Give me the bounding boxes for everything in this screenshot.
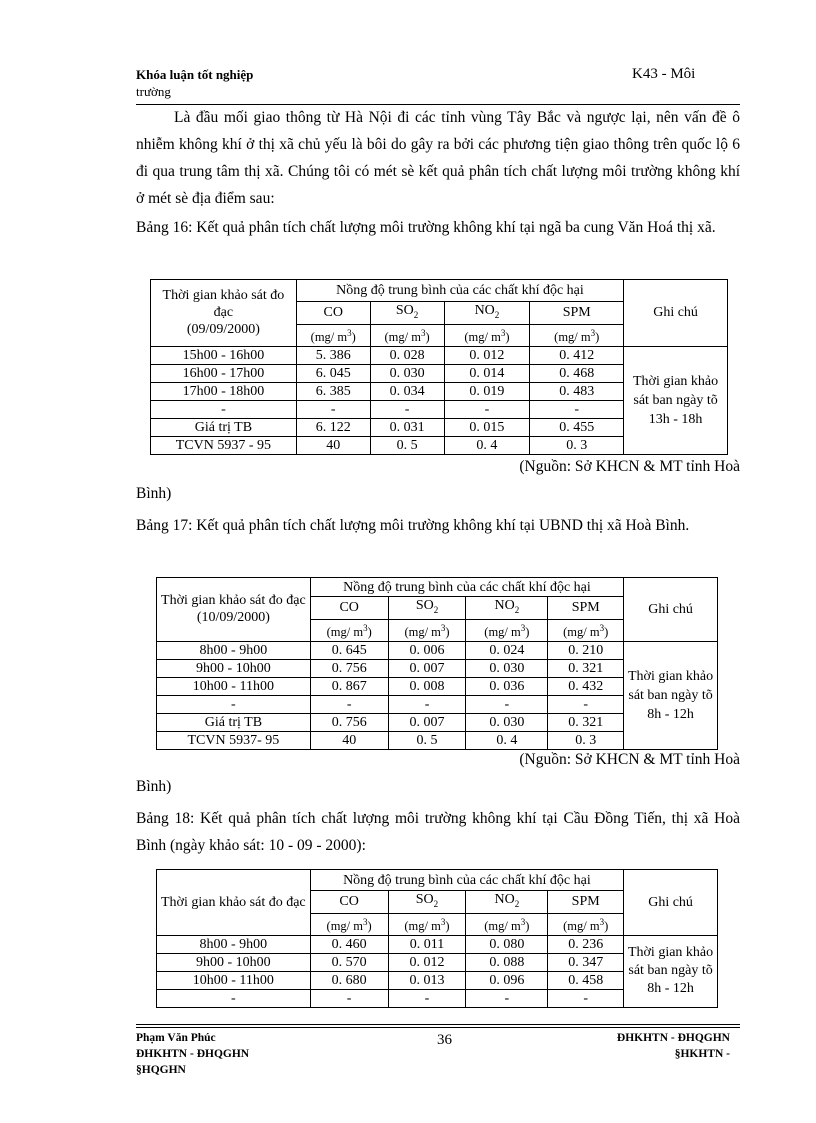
footer-right [590,1030,730,1062]
footer-rule [136,1027,740,1028]
spm-header: SPM [548,891,624,914]
note-cell: Thời gian khảo sát ban ngày tõ 8h - 12h [624,935,718,1007]
so2-cell: 0. 012 [388,953,466,971]
no2-cell: 0. 014 [444,364,530,382]
so2-cell: 0. 028 [370,346,444,364]
spm-cell: 0. 236 [548,935,624,953]
intro-paragraph: Là đầu mối giao thông từ Hà Nội đi các tỉnh vùng Tây Bắc và ngược lại, nên vấn đề ô nhiễm không khí ở thị xã chủ yếu là bôi do gây ra bởi các phương tiện giao thông trên quốc lộ 6 đi qua trung tâm thị xã. Chúng tôi có mét sè kết quả phân tích chất lượng môi trường không khí ở mét sè địa điểm sau: [136,109,740,207]
running-header-left [136,66,253,100]
table18-caption: Bảng 18: Kết quả phân tích chất lượng môi trường không khí tại Cầu Đồng Tiến, thị xã Hoà Bình (ngày khảo sát: 10 - 09 - 2000): [136,810,740,854]
co-cell: 0. 867 [310,677,388,695]
footer-rule [136,1024,740,1025]
co-cell: 0. 570 [310,953,388,971]
co-cell: - [310,989,388,1007]
footer-institution-continued: §HKHTN - [674,1048,730,1060]
no2-cell: 0. 036 [466,677,548,695]
table17 [156,577,718,750]
unit-cell: (mg/ $m^3$) [310,913,388,935]
spm-cell: - [530,400,624,418]
co-cell: 0. 756 [310,659,388,677]
time-cell: Giá trị TB [157,713,311,731]
co-header: CO [310,597,388,620]
source-text: (Nguồn: Sở KHCN & MT tỉnh Hoà [519,751,740,768]
table17-caption: Bảng 17: Kết quả phân tích chất lượng môi trường không khí tại UBND thị xã Hoà Bình. [136,517,690,534]
time-header-cell [157,578,311,642]
table17-source [136,746,740,800]
no2-cell: 0. 4 [466,731,548,749]
table-row [157,935,718,953]
time-cell: 10h00 - 11h00 [157,677,311,695]
no2-cell: 0. 030 [466,659,548,677]
no2-header: $NO_2$ [444,302,530,325]
unit-cell: (mg/ $m^3$) [548,913,624,935]
so2-cell: 0. 006 [388,641,466,659]
survey-date: (09/09/2000) [186,322,260,338]
note-cell: Thời gian khảo sát ban ngày tõ 8h - 12h [624,641,718,749]
running-header-right: K43 - Môi [632,66,696,82]
time-cell: TCVN 5937 - 95 [151,436,297,454]
no2-cell: 0. 030 [466,713,548,731]
unit-cell: (mg/ $m^3$) [296,324,370,346]
page-number: 36 [437,1032,452,1048]
time-header-cell [151,280,297,347]
spm-cell: - [548,695,624,713]
time-cell: 16h00 - 17h00 [151,364,297,382]
unit-cell: (mg/ $m^3$) [444,324,530,346]
footer-left [136,1030,249,1078]
no2-cell: - [466,695,548,713]
no2-cell: 0. 012 [444,346,530,364]
time-cell: - [157,989,311,1007]
footer-institution-continued: §HQGHN [136,1064,186,1076]
table-row [151,346,728,364]
so2-header: $SO_2$ [370,302,444,325]
time-cell: 15h00 - 16h00 [151,346,297,364]
co-cell: 40 [310,731,388,749]
co-cell: - [310,695,388,713]
unit-cell: (mg/ $m^3$) [530,324,624,346]
so2-cell: 0. 007 [388,659,466,677]
so2-cell: - [388,989,466,1007]
spm-cell: 0. 3 [530,436,624,454]
co-cell: 5. 386 [296,346,370,364]
co-cell: 0. 680 [310,971,388,989]
so2-cell: 0. 5 [370,436,444,454]
co-cell: 6. 045 [296,364,370,382]
co-cell: 0. 645 [310,641,388,659]
co-cell: - [296,400,370,418]
no2-header: $NO_2$ [466,597,548,620]
unit-cell: (mg/ $m^3$) [388,913,466,935]
co-header: CO [310,891,388,914]
note-header: Ghi chú [624,578,718,642]
time-header-cell: Thời gian khảo sát đo đạc [157,870,311,936]
time-cell: 10h00 - 11h00 [157,971,311,989]
spm-cell: 0. 468 [530,364,624,382]
no2-cell: - [444,400,530,418]
table16 [150,279,728,455]
time-cell: 9h00 - 10h00 [157,953,311,971]
so2-cell: 0. 007 [388,713,466,731]
source-text: (Nguồn: Sở KHCN & MT tỉnh Hoà [519,458,740,475]
no2-cell: 0. 019 [444,382,530,400]
so2-cell: 0. 030 [370,364,444,382]
time-cell: Giá trị TB [151,418,297,436]
header-title: Khóa luận tốt nghiệp [136,67,254,82]
unit-cell: (mg/ $m^3$) [466,913,548,935]
source-text-continued: Bình) [136,485,172,502]
spm-cell: 0. 210 [548,641,624,659]
no2-cell: 0. 080 [466,935,548,953]
header-title-continued: trường [136,84,171,99]
co-cell: 0. 460 [310,935,388,953]
footer-institution: ĐHKHTN - ĐHQGHN [136,1048,250,1060]
spm-cell: 0. 321 [548,659,624,677]
note-header: Ghi chú [624,280,728,347]
author-name: Phạm Văn Phúc [136,1032,216,1044]
spm-cell: 0. 432 [548,677,624,695]
table16-caption: Bảng 16: Kết quả phân tích chất lượng môi trường không khí tại ngã ba cung Văn Hoá thị xã. [136,219,716,236]
table18 [156,869,718,1008]
co-header: CO [296,302,370,325]
time-header: Thời gian khảo sát đo đạc [161,593,306,609]
time-cell: - [157,695,311,713]
spm-cell: 0. 483 [530,382,624,400]
time-cell: 8h00 - 9h00 [157,641,311,659]
co-cell: 40 [296,436,370,454]
so2-cell: 0. 031 [370,418,444,436]
spm-cell: 0. 321 [548,713,624,731]
unit-cell: (mg/ $m^3$) [310,619,388,641]
spm-cell: 0. 347 [548,953,624,971]
spm-header: SPM [530,302,624,325]
time-cell: 9h00 - 10h00 [157,659,311,677]
spm-cell: 0. 412 [530,346,624,364]
spm-cell: 0. 458 [548,971,624,989]
so2-cell: 0. 013 [388,971,466,989]
survey-date: (10/09/2000) [196,610,270,626]
spm-cell: 0. 3 [548,731,624,749]
group-header: Nồng độ trung bình của các chất khí độc hại [310,870,623,891]
unit-cell: (mg/ $m^3$) [370,324,444,346]
so2-cell: 0. 5 [388,731,466,749]
co-cell: 6. 385 [296,382,370,400]
so2-cell: 0. 008 [388,677,466,695]
time-header: Thời gian khảo sát đo đạc [162,288,285,321]
so2-cell: - [370,400,444,418]
footer-institution: ĐHKHTN - ĐHQGHN [616,1032,730,1044]
source-text-continued: Bình) [136,778,172,795]
co-cell: 0. 756 [310,713,388,731]
unit-cell: (mg/ $m^3$) [466,619,548,641]
no2-cell: 0. 4 [444,436,530,454]
no2-header: $NO_2$ [466,891,548,914]
so2-header: $SO_2$ [388,597,466,620]
time-cell: - [151,400,297,418]
time-cell: 17h00 - 18h00 [151,382,297,400]
note-header: Ghi chú [624,870,718,936]
no2-cell: 0. 024 [466,641,548,659]
so2-header: $SO_2$ [388,891,466,914]
so2-cell: 0. 011 [388,935,466,953]
group-header: Nồng độ trung bình của các chất khí độc hại [310,578,623,597]
group-header: Nồng độ trung bình của các chất khí độc hại [296,280,623,302]
spm-cell: 0. 455 [530,418,624,436]
time-cell: 8h00 - 9h00 [157,935,311,953]
time-cell: TCVN 5937- 95 [157,731,311,749]
note-cell: Thời gian khảo sát ban ngày tõ 13h - 18h [624,346,728,454]
no2-cell: 0. 096 [466,971,548,989]
so2-cell: - [388,695,466,713]
spm-cell: - [548,989,624,1007]
co-cell: 6. 122 [296,418,370,436]
no2-cell: 0. 088 [466,953,548,971]
no2-cell: - [466,989,548,1007]
unit-cell: (mg/ $m^3$) [388,619,466,641]
so2-cell: 0. 034 [370,382,444,400]
table16-source [136,453,740,507]
unit-cell: (mg/ $m^3$) [548,619,624,641]
spm-header: SPM [548,597,624,620]
table-row [157,641,718,659]
no2-cell: 0. 015 [444,418,530,436]
